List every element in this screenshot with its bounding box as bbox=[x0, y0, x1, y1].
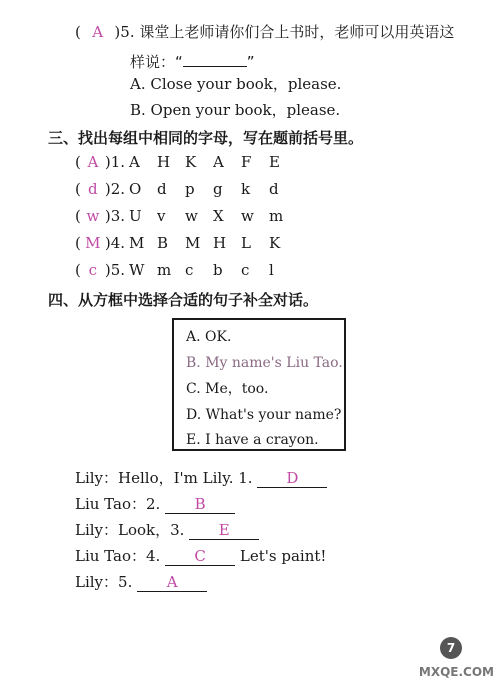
letter: M bbox=[185, 234, 201, 252]
close-paren: ) bbox=[104, 180, 111, 198]
dialogue-text: Lily：5. bbox=[75, 573, 133, 591]
dialogue-text: Liu Tao：2. bbox=[75, 495, 161, 513]
box-option-a: A. OK. bbox=[186, 329, 232, 345]
letter-row bbox=[75, 260, 297, 280]
answer-blank[interactable]: C bbox=[165, 547, 235, 566]
letter: K bbox=[185, 153, 197, 171]
letter-row bbox=[75, 233, 297, 253]
dialogue-text: Lily：Look，3. bbox=[75, 521, 185, 539]
answer-mark: A bbox=[92, 23, 104, 41]
answer-blank[interactable]: E bbox=[189, 521, 259, 540]
letter: X bbox=[213, 207, 224, 225]
close-paren: ) bbox=[114, 23, 121, 41]
close-paren: ) bbox=[104, 207, 111, 225]
letter-row bbox=[75, 179, 297, 199]
letter-group bbox=[129, 153, 297, 171]
question-number: 4. bbox=[110, 234, 126, 252]
letter: U bbox=[129, 207, 142, 225]
letter: c bbox=[241, 261, 250, 279]
letter: E bbox=[269, 153, 280, 171]
dialogue-text: Lily：Hello，I'm Lily. 1. bbox=[75, 469, 253, 487]
close-paren: ) bbox=[104, 261, 111, 279]
dialogue-text: Liu Tao：4. bbox=[75, 547, 161, 565]
q5-stem-line2 bbox=[130, 48, 255, 72]
box-option-d: D. What's your name? bbox=[186, 407, 342, 423]
open-paren: ( bbox=[75, 207, 81, 225]
section3-heading: 三、找出每组中相同的字母，写在题前括号里。 bbox=[48, 129, 364, 147]
dialogue-line-2 bbox=[75, 494, 235, 514]
letter: W bbox=[129, 261, 145, 279]
open-paren: ( bbox=[75, 23, 81, 41]
letter: d bbox=[269, 180, 279, 198]
question-number: 1. bbox=[110, 153, 126, 171]
open-paren: ( bbox=[75, 234, 81, 252]
answer-blank[interactable]: D bbox=[257, 469, 327, 488]
answer-blank[interactable]: A bbox=[137, 573, 207, 592]
letter-row bbox=[75, 206, 297, 226]
q5-option-a: A. Close your book，please. bbox=[130, 75, 342, 93]
answer-blank[interactable] bbox=[183, 48, 247, 67]
letter: H bbox=[157, 153, 171, 171]
letter: O bbox=[129, 180, 142, 198]
section4-heading: 四、从方框中选择合适的句子补全对话。 bbox=[48, 291, 319, 309]
letter: d bbox=[157, 180, 167, 198]
box-option-c: C. Me，too. bbox=[186, 381, 269, 397]
letter: m bbox=[157, 261, 172, 279]
dialogue-line-5 bbox=[75, 572, 207, 592]
letter: k bbox=[241, 180, 251, 198]
letter: l bbox=[269, 261, 274, 279]
answer-mark: M bbox=[85, 234, 101, 252]
letter: m bbox=[269, 207, 284, 225]
open-paren: ( bbox=[75, 261, 81, 279]
open-paren: ( bbox=[75, 180, 81, 198]
letter-group bbox=[129, 180, 297, 198]
question-number: 5. bbox=[110, 261, 126, 279]
open-paren: ( bbox=[75, 153, 81, 171]
q5-option-b: B. Open your book，please. bbox=[130, 101, 341, 119]
q5-stem-line1 bbox=[75, 22, 454, 42]
letter: w bbox=[241, 207, 254, 225]
stem-prefix: 样说：“ bbox=[130, 53, 183, 71]
letter: L bbox=[241, 234, 251, 252]
stem-suffix: ” bbox=[246, 53, 255, 71]
letter: H bbox=[213, 234, 227, 252]
dialogue-line-3 bbox=[75, 520, 259, 540]
letter-group bbox=[129, 261, 297, 279]
question-number: 2. bbox=[110, 180, 126, 198]
letter: B bbox=[157, 234, 169, 252]
letter: w bbox=[185, 207, 198, 225]
watermark bbox=[402, 637, 494, 679]
dialogue-text: Let's paint! bbox=[239, 547, 327, 565]
watermark-text: MXQE.COM bbox=[418, 665, 494, 679]
close-paren: ) bbox=[104, 153, 111, 171]
answer-mark: d bbox=[88, 180, 98, 198]
letter: b bbox=[213, 261, 223, 279]
letter: c bbox=[185, 261, 194, 279]
answer-mark: w bbox=[86, 207, 100, 225]
letter: F bbox=[241, 153, 252, 171]
dialogue-line-4 bbox=[75, 546, 326, 566]
answer-blank[interactable]: B bbox=[165, 495, 235, 514]
question-number: 5. bbox=[120, 23, 135, 41]
letter: M bbox=[129, 234, 145, 252]
letter-group bbox=[129, 234, 297, 252]
question-stem: 课堂上老师请你们合上书时，老师可以用英语这 bbox=[139, 23, 455, 41]
page-number: 7 bbox=[440, 637, 462, 659]
box-option-e: E. I have a crayon. bbox=[186, 432, 319, 448]
box-option-b: B. My name's Liu Tao. bbox=[186, 355, 343, 371]
letter: K bbox=[269, 234, 281, 252]
letter: A bbox=[213, 153, 224, 171]
options-box bbox=[172, 318, 346, 451]
question-number: 3. bbox=[110, 207, 126, 225]
answer-mark: A bbox=[87, 153, 99, 171]
close-paren: ) bbox=[104, 234, 111, 252]
letter-group bbox=[129, 207, 297, 225]
letter: A bbox=[129, 153, 140, 171]
answer-mark: c bbox=[88, 261, 98, 279]
letter: g bbox=[213, 180, 223, 198]
letter: v bbox=[157, 207, 166, 225]
dialogue-line-1 bbox=[75, 468, 327, 488]
letter-row bbox=[75, 152, 297, 172]
letter: p bbox=[185, 180, 195, 198]
